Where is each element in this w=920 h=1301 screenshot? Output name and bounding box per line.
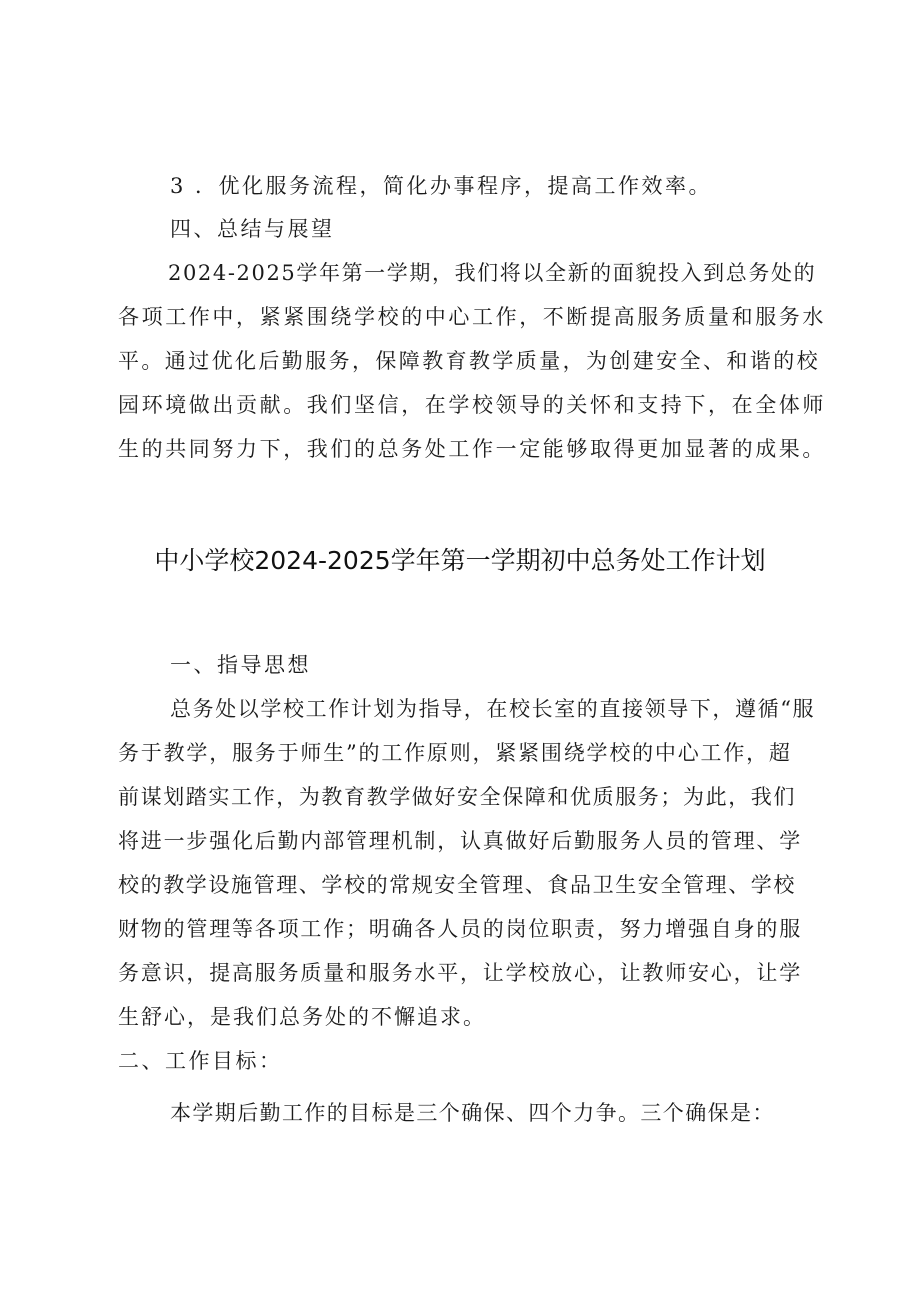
paragraph-line: 校的教学设施管理、学校的常规安全管理、食品卫生安全管理、学校 [118, 873, 796, 897]
document-title: 中小学校2024-2025学年第一学期初中总务处工作计划 [154, 546, 766, 575]
paragraph-line: 生的共同努力下，我们的总务处工作一定能够取得更加显著的成果。 [118, 437, 826, 461]
paragraph-line: 生舒心，是我们总务处的不懈追求。 [118, 1005, 486, 1029]
list-item-3: 3 ．优化服务流程，简化办事程序，提高工作效率。 [170, 174, 713, 198]
paragraph-line: 总务处以学校工作计划为指导，在校长室的直接领导下，遵循“服 [170, 697, 816, 721]
paragraph-line: 园环境做出贡献。我们坚信，在学校领导的关怀和支持下，在全体师 [118, 393, 826, 417]
paragraph-line: 各项工作中，紧紧围绕学校的中心工作，不断提高服务质量和服务水 [118, 305, 826, 329]
paragraph-line: 务意识，提高服务质量和服务水平，让学校放心，让教师安心，让学 [118, 961, 802, 985]
paragraph-line: 财物的管理等各项工作；明确各人员的岗位职责，努力增强自身的服 [118, 917, 802, 941]
paragraph-line: 2024-2025学年第一学期，我们将以全新的面貌投入到总务处的 [168, 261, 817, 285]
paragraph-line: 本学期后勤工作的目标是三个确保、四个力争。三个确保是： [170, 1101, 775, 1125]
paragraph-line: 前谋划踏实工作，为教育教学做好安全保障和优质服务；为此，我们 [118, 785, 796, 809]
paragraph-line: 务于教学，服务于师生”的工作原则，紧紧围绕学校的中心工作，超 [118, 741, 792, 765]
section-heading-summary: 四、总结与展望 [170, 217, 335, 241]
section-heading-goals: 二、工作目标： [118, 1049, 283, 1073]
paragraph-line: 平。通过优化后勤服务，保障教育教学质量，为创建安全、和谐的校 [118, 349, 820, 373]
paragraph-line: 将进一步强化后勤内部管理机制，认真做好后勤服务人员的管理、学 [118, 829, 802, 853]
section-heading-guiding: 一、指导思想 [170, 653, 311, 677]
